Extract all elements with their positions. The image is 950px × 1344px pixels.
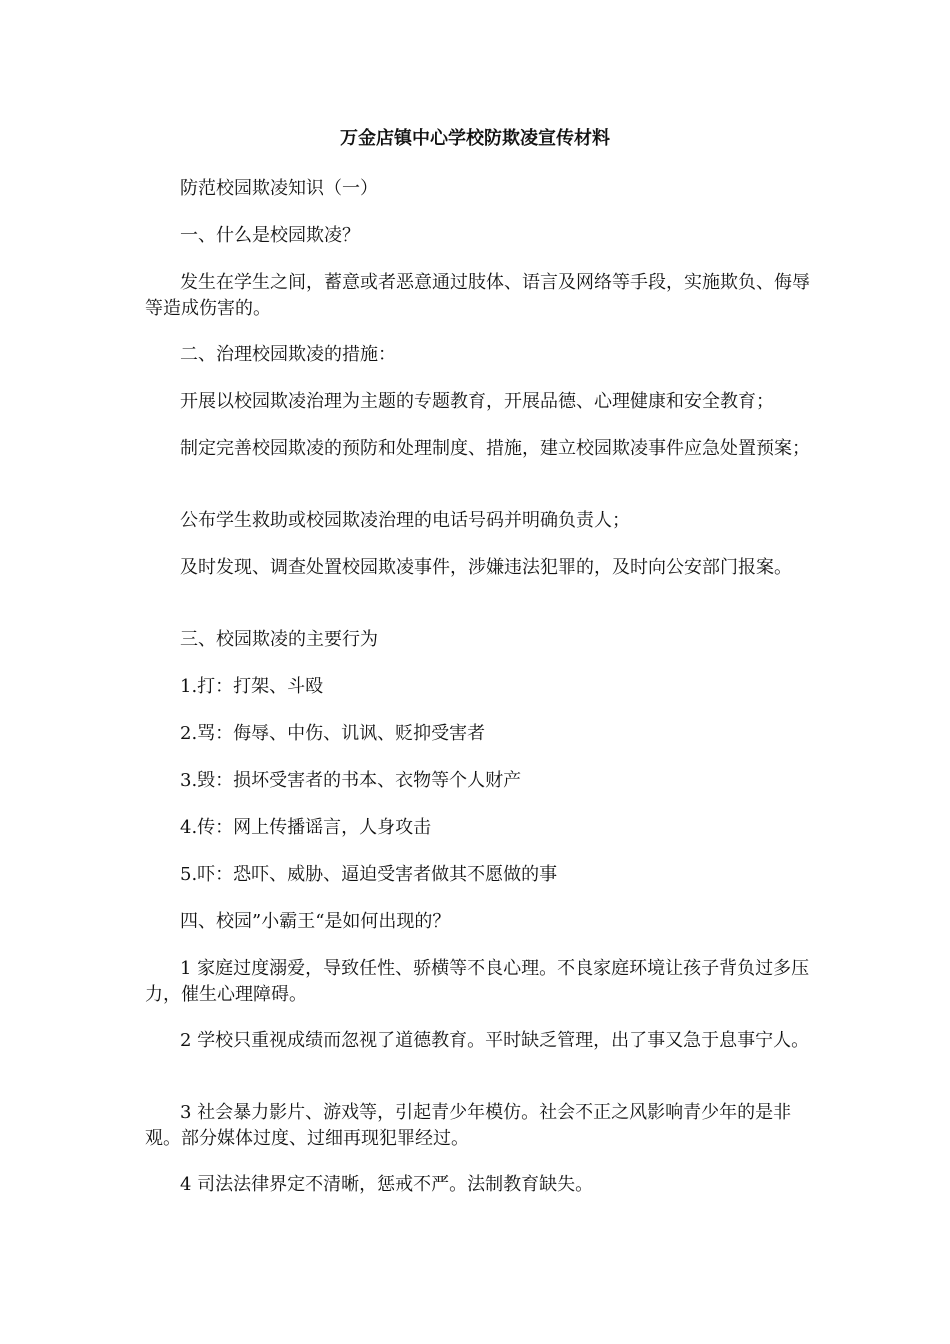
paragraph-measure-2: 制定完善校园欺凌的预防和处理制度、措施，建立校园欺凌事件应急处置预案； [180, 438, 810, 459]
list-item-behavior-1: 1.打：打架、斗殴 [180, 676, 324, 697]
paragraph-heading-2: 二、治理校园欺凌的措施： [180, 344, 396, 365]
paragraph-heading-3: 三、校园欺凌的主要行为 [180, 629, 378, 650]
paragraph-measure-4: 及时发现、调查处置校园欺凌事件，涉嫌违法犯罪的，及时向公安部门报案。 [180, 557, 792, 578]
paragraph-measure-1: 开展以校园欺凌治理为主题的专题教育，开展品德、心理健康和安全教育； [180, 391, 774, 412]
paragraph-heading-4: 四、校园”小霸王“是如何出现的？ [180, 911, 451, 932]
list-item-behavior-4: 4.传：网上传播谣言，人身攻击 [180, 817, 432, 838]
list-item-cause-1: 1 家庭过度溺爱，导致任性、骄横等不良心理。不良家庭环境让孩子背负过多压力，催生心理障碍。 [145, 958, 810, 1005]
paragraph-measure-3: 公布学生救助或校园欺凌治理的电话号码并明确负责人； [180, 510, 630, 531]
document-title: 万金店镇中心学校防欺凌宣传材料 [340, 128, 610, 149]
paragraph-section-heading: 防范校园欺凌知识（一） [180, 178, 378, 199]
list-item-behavior-5: 5.吓：恐吓、威胁、逼迫受害者做其不愿做的事 [180, 864, 558, 885]
list-item-cause-3: 3 社会暴力影片、游戏等，引起青少年模仿。社会不正之风影响青少年的是非观。部分媒体过度、过细再现犯罪经过。 [145, 1102, 792, 1149]
list-item-cause-2: 2 学校只重视成绩而忽视了道德教育。平时缺乏管理，出了事又急于息事宁人。 [180, 1030, 810, 1051]
paragraph-heading-1: 一、什么是校园欺凌？ [180, 225, 360, 246]
list-item-cause-4: 4 司法法律界定不清晰，惩戒不严。法制教育缺失。 [180, 1174, 594, 1195]
paragraph-definition: 发生在学生之间，蓄意或者恶意通过肢体、语言及网络等手段，实施欺负、侮辱等造成伤害的。 [145, 272, 810, 319]
list-item-behavior-3: 3.毁：损坏受害者的书本、衣物等个人财产 [180, 770, 522, 791]
list-item-behavior-2: 2.骂：侮辱、中伤、讥讽、贬抑受害者 [180, 723, 486, 744]
